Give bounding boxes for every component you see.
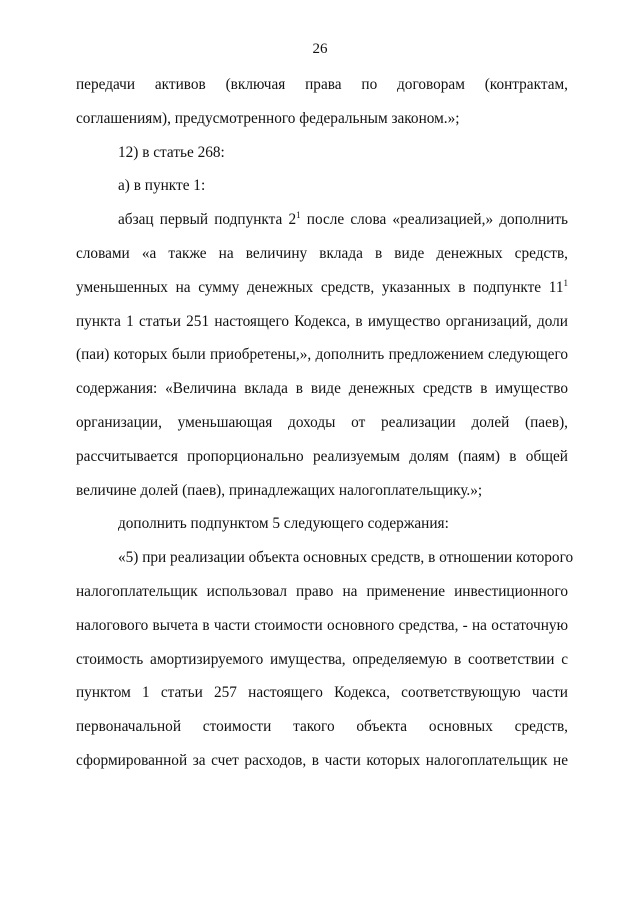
text-line: словами «а также на величину вклада в виде денежных средств, [76,244,568,262]
line-text: абзац первый подпункта 2 [118,211,297,229]
text-line: стоимость амортизируемого имущества, определяемую в соответствии с [76,650,568,668]
text-line: а) в пункте 1: [118,177,206,195]
text-line: пункта 1 статьи 251 настоящего Кодекса, в имущество организаций, доли [76,312,568,330]
text-line: пунктом 1 статьи 257 настоящего Кодекса, соответствующую части [76,684,568,702]
text-line [76,203,568,237]
text-line: соглашениям), предусмотренного федеральным законом.»; [76,109,460,127]
document-body [76,68,574,778]
text-line: содержания: «Величина вклада в виде денежных средств в имущество [76,380,568,398]
line-text: после слова «реализацией,» дополнить [300,211,568,229]
text-line: передачи активов (включая права по договорам (контрактам, [76,76,568,93]
text-line: 12) в статье 268: [118,143,225,161]
page-number: 26 [312,41,328,57]
text-line: сформированной за счет расходов, в части которых налогоплательщик не [76,751,568,769]
text-line: первоначальной стоимости такого объекта основных средств, [76,718,568,736]
text-line: величине долей (паев), принадлежащих налогоплательщику.»; [76,481,483,499]
text-line: налогового вычета в части стоимости основного средства, - на остаточную [76,616,568,634]
text-line: рассчитывается пропорционально реализуемым долям (паям) в общей [76,447,568,465]
superscript: 1 [563,277,568,288]
text-line: организации, уменьшающая доходы от реализации долей (паев), [76,413,568,431]
line-text: уменьшенных на сумму денежных средств, указанных в подпункте 11 [76,278,564,296]
superscript: 1 [296,210,301,221]
text-line: дополнить подпунктом 5 следующего содержания: [118,515,449,533]
text-line: «5) при реализации объекта основных средств, в отношении которого [118,549,574,567]
text-line: (паи) которых были приобретены,», дополнить предложением следующего [76,346,568,364]
text-line: налогоплательщик использовал право на применение инвестиционного [76,582,568,600]
text-line [76,271,568,305]
